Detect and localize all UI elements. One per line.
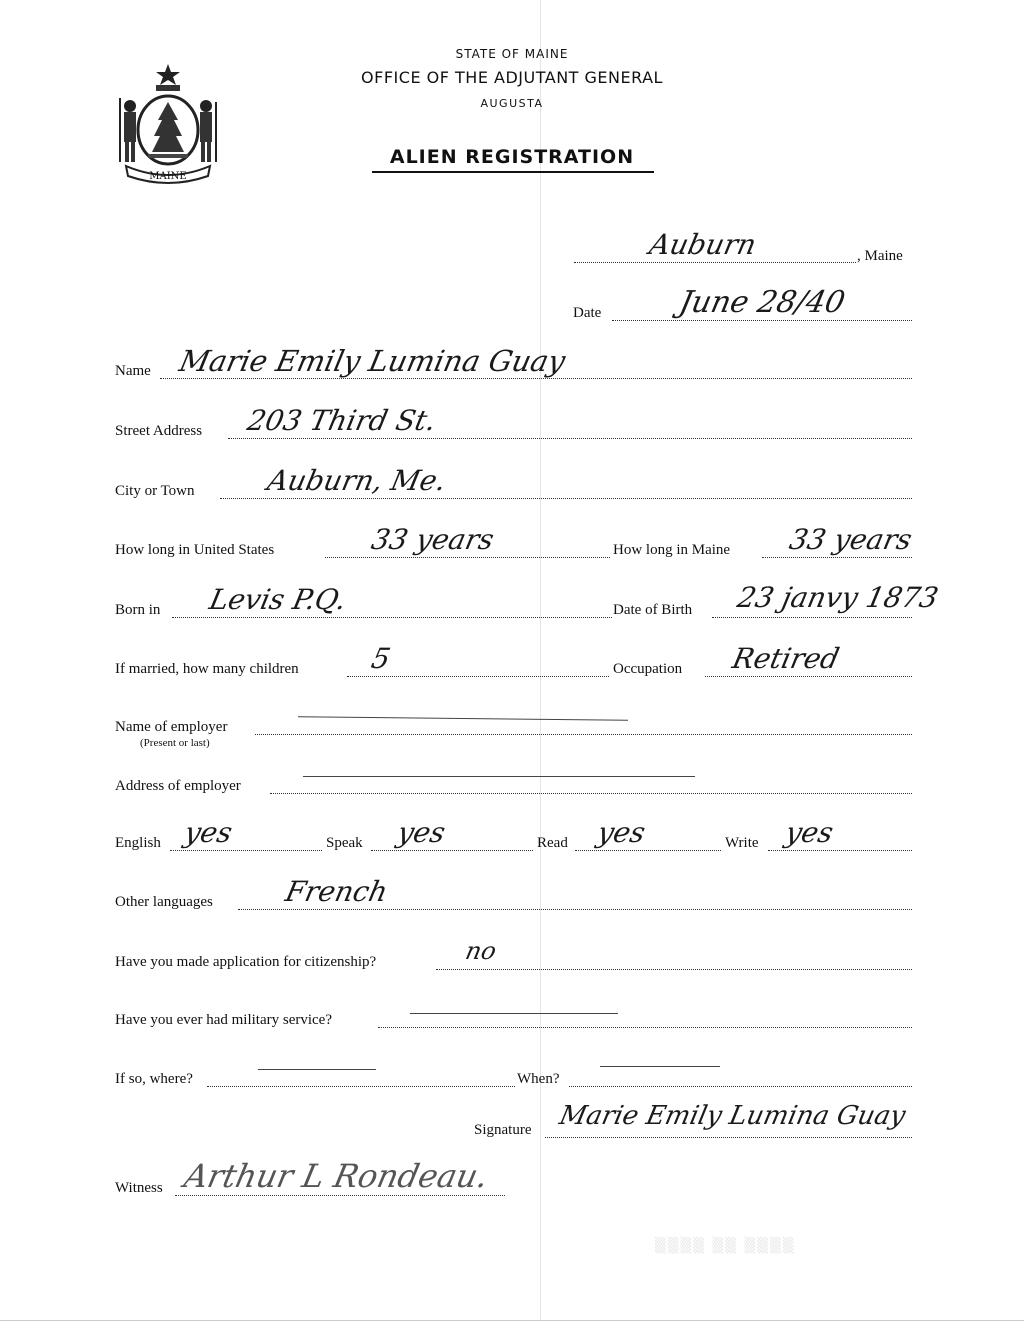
us-duration-label: How long in United States (115, 542, 275, 558)
dob-label: Date of Birth (613, 602, 693, 618)
dob-value: 23 janvy 1873 (734, 581, 942, 614)
children-label: If married, how many children (115, 661, 299, 677)
when-dash (600, 1066, 720, 1067)
other-languages-label: Other languages (115, 894, 213, 910)
street-line (228, 438, 912, 439)
city-heading: AUGUSTA (480, 97, 544, 110)
city-value: Auburn, Me. (264, 464, 450, 497)
date-label: Date (573, 305, 602, 321)
where-label: If so, where? (115, 1071, 193, 1087)
citizenship-value: no (463, 937, 499, 965)
employer-label: Name of employer (115, 719, 228, 735)
place-value: Auburn (646, 228, 760, 261)
write-value: yes (782, 816, 837, 849)
name-label: Name (115, 363, 151, 379)
write-line (768, 850, 912, 851)
employer-address-dash (303, 776, 695, 777)
citizenship-line (436, 969, 912, 970)
witness-value: Arthur L Rondeau. (180, 1157, 492, 1195)
witness-label: Witness (115, 1180, 163, 1196)
employer-line (255, 734, 912, 735)
when-line (569, 1086, 912, 1087)
occupation-value: Retired (729, 642, 843, 675)
born-label: Born in (115, 602, 161, 618)
children-value: 5 (368, 642, 394, 675)
place-suffix: , Maine (857, 248, 903, 264)
fold-line (540, 0, 541, 1320)
read-label: Read (537, 835, 568, 851)
signature-value: Marie Emily Lumina Guay (556, 1101, 909, 1131)
us-duration-value: 33 years (368, 523, 497, 556)
when-label: When? (517, 1071, 560, 1087)
speak-label: Speak (326, 835, 363, 851)
witness-line (175, 1195, 505, 1196)
military-line (378, 1027, 912, 1028)
born-line (172, 617, 612, 618)
us-duration-line (325, 557, 610, 558)
military-label: Have you ever had military service? (115, 1012, 332, 1028)
write-label: Write (725, 835, 759, 851)
form-title: ALIEN REGISTRATION (389, 146, 635, 168)
english-value: yes (181, 816, 236, 849)
read-value: yes (594, 816, 649, 849)
name-line (160, 378, 912, 379)
english-label: English (115, 835, 161, 851)
employer-dash (298, 716, 628, 720)
maine-duration-label: How long in Maine (613, 542, 731, 558)
date-line (612, 320, 912, 321)
where-dash (258, 1069, 376, 1070)
maine-duration-value: 33 years (786, 523, 915, 556)
place-line (574, 262, 856, 263)
signature-label: Signature (474, 1122, 532, 1138)
where-line (207, 1086, 515, 1087)
read-line (575, 850, 721, 851)
signature-line (545, 1137, 912, 1138)
street-label: Street Address (115, 423, 203, 439)
military-dash (410, 1013, 618, 1014)
name-value: Marie Emily Lumina Guay (176, 344, 569, 378)
maine-duration-line (762, 557, 912, 558)
english-line (170, 850, 322, 851)
city-label: City or Town (115, 483, 195, 499)
employer-sublabel: (Present or last) (140, 737, 210, 749)
employer-address-line (270, 793, 912, 794)
speak-line (371, 850, 533, 851)
occupation-label: Occupation (613, 661, 683, 677)
dob-line (712, 617, 912, 618)
office-heading: OFFICE OF THE ADJUTANT GENERAL (361, 68, 663, 87)
children-line (347, 676, 609, 677)
date-value: June 28/40 (676, 285, 849, 320)
speak-value: yes (394, 816, 449, 849)
other-languages-line (238, 909, 912, 910)
faded-received-stamp: ▒▒▒▒ ▒▒ ▒▒▒▒ (655, 1238, 796, 1254)
employer-address-label: Address of employer (115, 778, 241, 794)
city-line (220, 498, 912, 499)
other-languages-value: French (282, 875, 391, 908)
seal-banner-text: MAINE (149, 171, 187, 182)
born-value: Levis P.Q. (206, 583, 350, 616)
occupation-line (705, 676, 912, 677)
citizenship-label: Have you made application for citizenship? (115, 954, 377, 970)
title-underline (372, 171, 654, 173)
street-value: 203 Third St. (244, 404, 440, 437)
state-heading: STATE OF MAINE (455, 47, 569, 61)
